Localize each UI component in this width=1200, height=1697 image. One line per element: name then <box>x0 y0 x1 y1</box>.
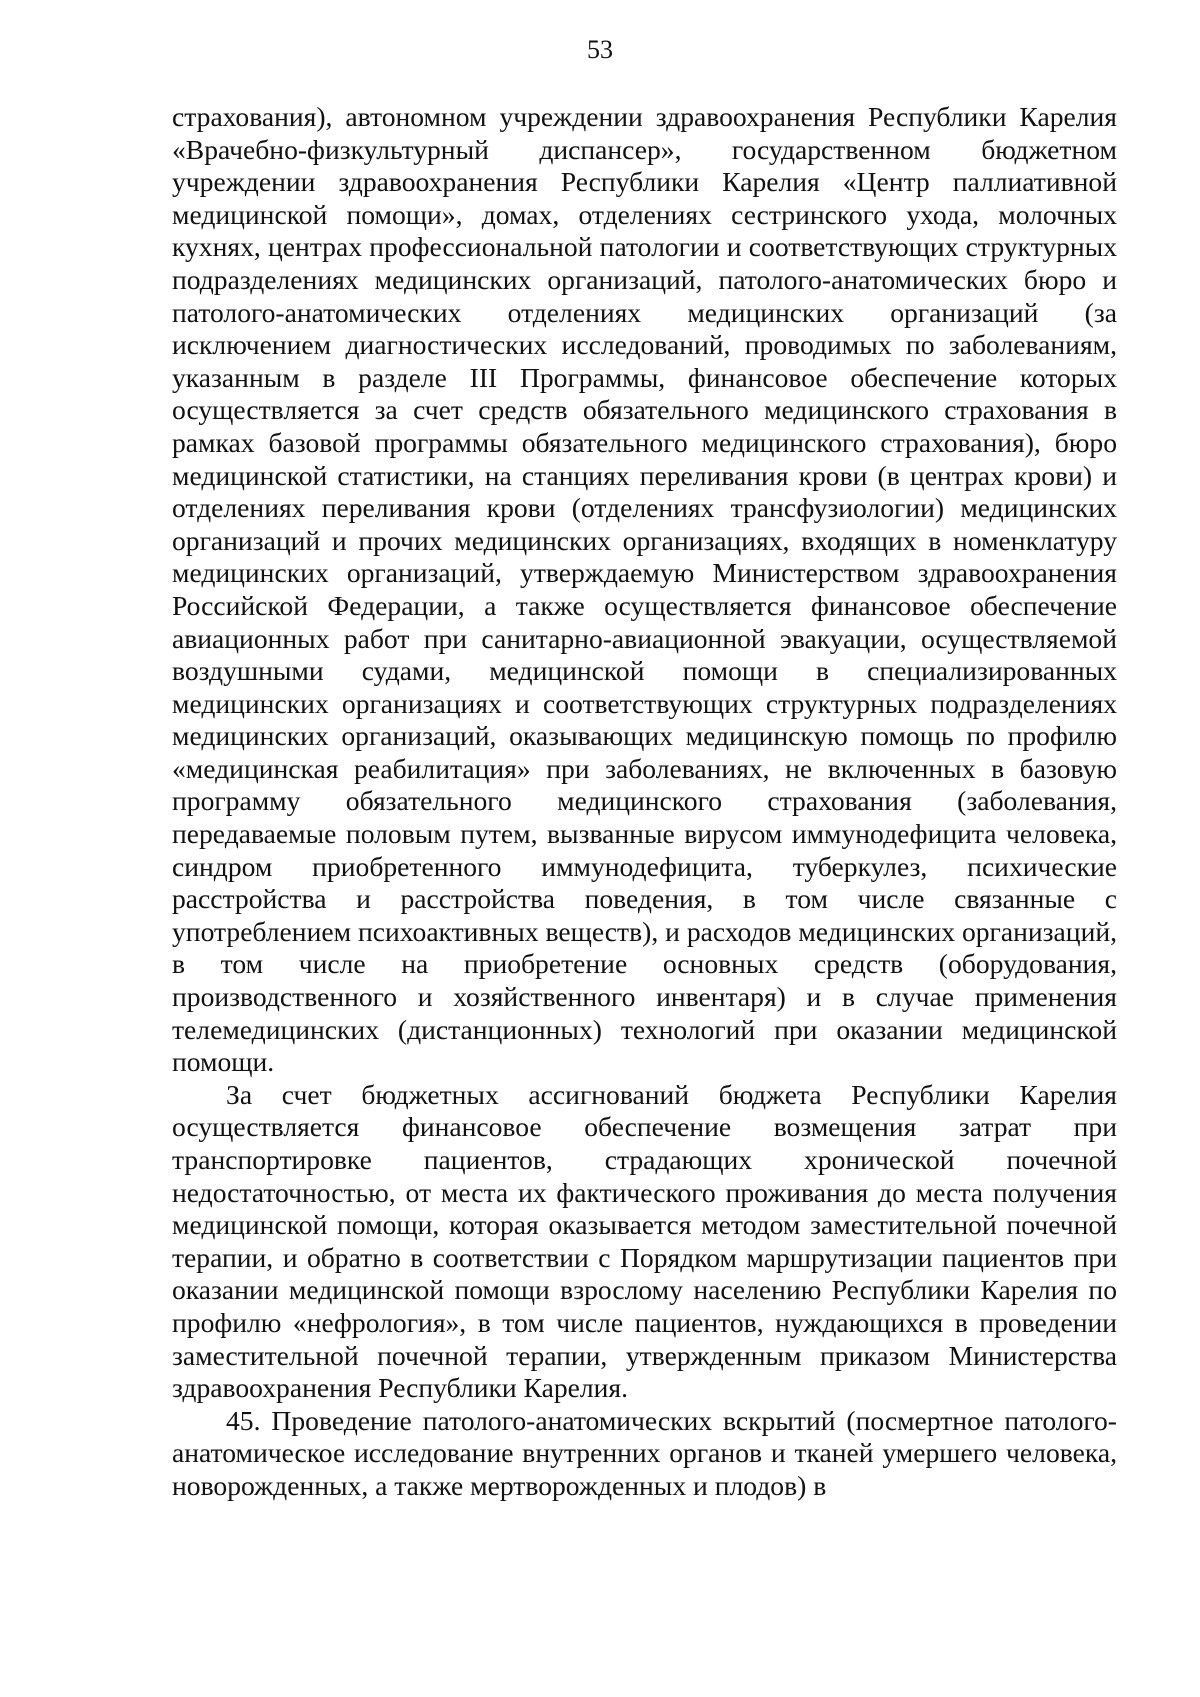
paragraph-item-45: 45. Проведение патолого-анатомических вскрытий (посмертное патолого-анатомическое исследование внутренних органов и тканей умершего человека, новорожденных, а также мертворожденных и плодов) в <box>172 1404 1117 1501</box>
paragraph-continuation: страхования), автономном учреждении здравоохранения Республики Карелия «Врачебно-физкультурный диспансер», государственном бюджетном учреждении здравоохранения Республики Карелия «Центр паллиативной медицинской помощи», домах, отделениях сестринского ухода, молочных кухнях, центрах профессиональной патологии и соответствующих структурных подразделениях медицинских организаций, патолого-анатомических бюро и патолого-анатомических отделениях медицинских организаций (за исключением диагностических исследований, проводимых по заболеваниям, указанным в разделе III Программы, финансовое обеспечение которых осуществляется за счет средств обязательного медицинского страхования в рамках базовой программы обязательного медицинского страхования), бюро медицинской статистики, на станциях переливания крови (в центрах крови) и отделениях переливания крови (отделениях трансфузиологии) медицинских организаций и прочих медицинских организациях, входящих в номенклатуру медицинских организаций, утверждаемую Министерством здравоохранения Российской Федерации, а также осуществляется финансовое обеспечение авиационных работ при санитарно-авиационной эвакуации, осуществляемой воздушными судами, медицинской помощи в специализированных медицинских организациях и соответствующих структурных подразделениях медицинских организаций, оказывающих медицинскую помощь по профилю «медицинская реабилитация» при заболеваниях, не включенных в базовую программу обязательного медицинского страхования (заболевания, передаваемые половым путем, вызванные вирусом иммунодефицита человека, синдром приобретенного иммунодефицита, туберкулез, психические расстройства и расстройства поведения, в том числе связанные с употреблением психоактивных веществ), и расходов медицинских организаций, в том числе на приобретение основных средств (оборудования, производственного и хозяйственного инвентаря) и в случае применения телемедицинских (дистанционных) технологий при оказании медицинской помощи. <box>172 101 1117 1078</box>
page-number: 53 <box>587 35 613 64</box>
paragraph-budget-funding: За счет бюджетных ассигнований бюджета Республики Карелия осуществляется финансовое обеспечение возмещения затрат при транспортировке пациентов, страдающих хронической почечной недостаточностью, от места их фактического проживания до места получения медицинской помощи, которая оказывается методом заместительной почечной терапии, и обратно в соответствии с Порядком маршрутизации пациентов при оказании медицинской помощи взрослому населению Республики Карелия по профилю «нефрология», в том числе пациентов, нуждающихся в проведении заместительной почечной терапии, утвержденным приказом Министерства здравоохранения Республики Карелия. <box>172 1078 1117 1404</box>
document-body <box>172 101 1117 1503</box>
